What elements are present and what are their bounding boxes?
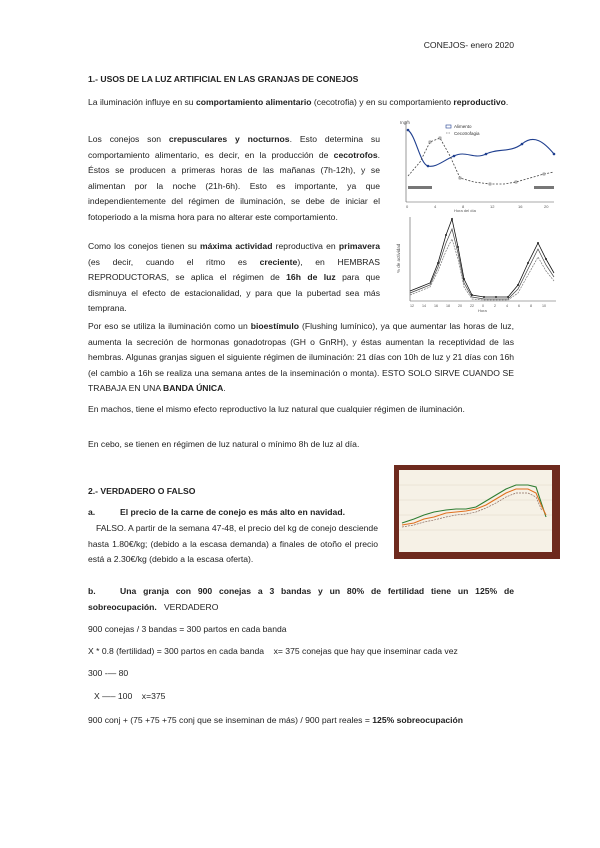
item-b-question: [88, 584, 514, 615]
text-bold: 125%: [475, 586, 498, 596]
text-bold: crepusculares y nocturnos: [168, 134, 290, 144]
svg-text:14: 14: [422, 304, 426, 308]
svg-text:4: 4: [506, 304, 508, 308]
text-bold: 80%: [346, 586, 365, 596]
svg-text:2: 2: [494, 304, 496, 308]
text-bold: Una granja con: [120, 586, 198, 596]
x-tick-labels: [406, 204, 549, 209]
paragraph-1: [88, 95, 514, 111]
text: (Flushing lumínico), ya que aumentar las horas de luz, aumenta la secreción de hormonas gonadotropas (GH o GnRH), y éstas aumentan la receptividad de las hembras. Algunas granjas siguen el siguiente régimen de iluminación: 21 días con 10h de luz y 21 días con 16h (el cambio a 16h se realiza una semana antes de la inseminación o monta). ESTO SOLO SIRVE CUANDO SE TRABAJA EN UNA: [88, 321, 514, 393]
text: reproductiva en: [272, 241, 339, 251]
calc-line-3: 300 -— 80: [88, 668, 129, 678]
legend-cecotrofagia: Cecotrofagia: [454, 131, 480, 136]
alimento-markers: [407, 129, 556, 168]
svg-text:12: 12: [410, 304, 414, 308]
item-a-label: a.: [88, 507, 96, 517]
text-bold: comportamiento alimentario: [195, 97, 312, 107]
text-bold: de fertilidad tiene un: [364, 586, 476, 596]
calc-line-5: [88, 713, 514, 729]
chart-plot-area: [399, 470, 552, 552]
text: ), en HEMBRAS REPRODUCTORAS, se aplica el régimen de: [88, 256, 380, 282]
text-bold: bioestímulo: [250, 321, 299, 331]
chart1-ylabel: Ing/h: [400, 120, 411, 125]
text: 900 conj + (75 +75 +75 conj que se inseminan de más) / 900 part reales =: [88, 715, 373, 725]
text: Los conejos son: [88, 134, 169, 144]
svg-text:20: 20: [544, 204, 549, 209]
dark-period-bar: [408, 186, 432, 189]
text: (cecotrofia) y en su comportamiento: [311, 97, 454, 107]
cecotrofagia-series-line: [408, 138, 554, 184]
chart2-ylabel: % de actividad: [396, 243, 401, 273]
text-bold: máxima actividad: [200, 241, 273, 251]
svg-text:12: 12: [490, 204, 495, 209]
rabbit-price-chart: [394, 465, 560, 559]
text-bold: 3: [269, 586, 275, 596]
text-bold: 900: [197, 586, 213, 596]
legend-alimento: Alimento: [454, 124, 472, 129]
text-bold: conejas a: [212, 586, 270, 596]
activity-series-1: [410, 219, 554, 297]
svg-text:16: 16: [518, 204, 523, 209]
paragraph-6: En cebo, se tienen en régimen de luz natural o mínimo 8h de luz al día.: [88, 439, 360, 449]
svg-text:0: 0: [482, 304, 484, 308]
text-bold: primavera: [338, 241, 380, 251]
text-bold: reproductivo: [453, 97, 506, 107]
feeding-behaviour-chart: [394, 116, 560, 212]
svg-text:18: 18: [446, 304, 450, 308]
text: .: [505, 97, 509, 107]
text: Como los conejos tienen su: [88, 241, 200, 251]
item-a-answer: FALSO. A partir de la semana 47-48, el precio del kg de conejo desciende hasta 1.80€/kg; (debido a la escasa demanda) a finales de otoño el precio está a 2.30€/kg (debido a la escasa oferta).: [88, 523, 378, 564]
text-bold: de sobreocupación.: [88, 586, 515, 612]
text: Por eso se utiliza la iluminación como un: [88, 321, 251, 331]
section-1-title: 1.- USOS DE LA LUZ ARTIFICIAL EN LAS GRANJAS DE CONEJOS: [88, 74, 359, 84]
section-2-title: 2.- VERDADERO O FALSO: [88, 486, 196, 496]
svg-text:4: 4: [434, 204, 437, 209]
text: para que disminuya el efecto de estacionalidad, y para que la pubertad sea más temprana.: [88, 272, 380, 313]
activity-chart: [396, 213, 558, 313]
text: . Éstos se producen a primeras horas de las mañanas (7h-12h), y se alimentan por la noche (21h-6h). Esto es importante, ya que independientemente del régimen de iluminación, se debe de iniciar el fotoperiodo a la misma hora para no alterar este comportamiento.: [88, 149, 380, 222]
legend-swatch-alimento: [446, 125, 451, 128]
alimento-series-line: [408, 130, 554, 166]
text-bold: 125%: [372, 715, 395, 725]
svg-text:22: 22: [470, 304, 474, 308]
calc-line-2: X * 0.8 (fertilidad) = 300 partos en cada banda x= 375 conejas que hay que inseminar cada vez: [88, 646, 458, 656]
text-bold: sobreocupación: [396, 715, 464, 725]
text: La iluminación influye en su: [88, 97, 196, 107]
svg-text:6: 6: [518, 304, 520, 308]
text-bold: creciente: [259, 256, 298, 267]
dark-period-bar: [534, 186, 554, 189]
page-header: CONEJOS- enero 2020: [423, 40, 514, 50]
chart1-xlabel: Hora del día: [454, 208, 476, 212]
text-bold: cecotrofos: [333, 149, 378, 160]
paragraph-2: [88, 132, 380, 225]
svg-text:20: 20: [458, 304, 462, 308]
calc-line-4: X —– 100 x=375: [94, 691, 166, 701]
paragraph-3: [88, 239, 380, 317]
text-bold: bandas y un: [274, 586, 347, 596]
item-b-answer: VERDADERO: [163, 601, 219, 612]
item-a-question: El precio de la carne de conejo es más alto en navidad.: [120, 507, 345, 517]
text-bold: BANDA ÚNICA: [162, 383, 224, 393]
text-bold: 16h de luz: [286, 272, 336, 282]
svg-text:0: 0: [406, 204, 409, 209]
cecotrofagia-markers: [429, 137, 545, 185]
chart2-xlabel: Hora: [478, 308, 487, 313]
paragraph-4: [88, 319, 514, 397]
svg-text:8: 8: [530, 304, 532, 308]
calc-line-1: 900 conejas / 3 bandas = 300 partos en cada banda: [88, 624, 287, 634]
text: .: [223, 383, 226, 393]
svg-text:8: 8: [462, 204, 465, 209]
text: (es decir, cuando el ritmo es: [88, 256, 260, 267]
activity-series-3: [410, 239, 554, 300]
text: . Esto determina su comportamiento alimentario, es decir, en la producción de: [88, 134, 380, 160]
activity-series-2: [410, 229, 554, 299]
svg-text:10: 10: [542, 304, 546, 308]
svg-text:16: 16: [434, 304, 438, 308]
paragraph-5: En machos, tiene el mismo efecto reproductivo la luz natural que cualquier régimen de iluminación.: [88, 404, 465, 414]
item-b-label: b.: [88, 586, 96, 596]
